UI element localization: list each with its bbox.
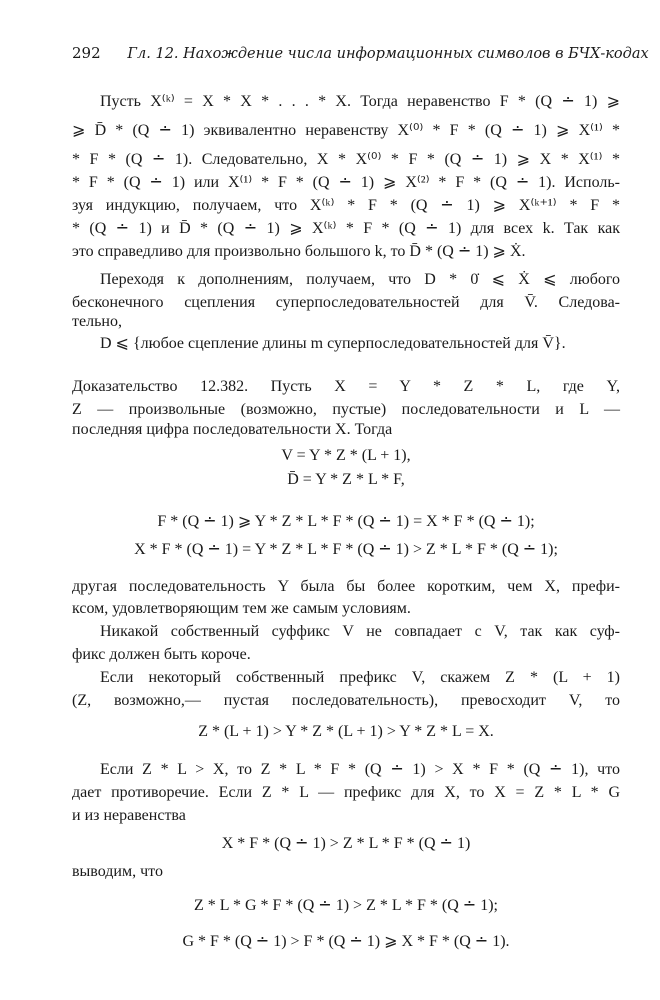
text-line: * F * (Q ∸ 1) или X⁽¹⁾ * F * (Q ∸ 1) ⩾ X⁽²⁾ * F * (Q ∸ 1). Исполь- [72, 174, 620, 191]
text-line: бесконечного сцепления суперпоследовательностей для V̄. Следова- [72, 294, 620, 311]
text-line: Если Z * L > X, то Z * L * F * (Q ∸ 1) > X * F * (Q ∸ 1), что [100, 761, 620, 778]
text-line: выводим, что [72, 863, 163, 880]
text-line: Пусть X⁽ᵏ⁾ = X * X * . . . * X. Тогда неравенство F * (Q ∸ 1) ⩾ [100, 93, 620, 110]
page-number: 292 [72, 44, 101, 62]
formula-line: G * F * (Q ∸ 1) > F * (Q ∸ 1) ⩾ X * F * (Q ∸ 1). [182, 933, 510, 950]
text-line: Z — произвольные (возможно, пустые) последовательности и L — [72, 401, 620, 418]
text-line: последняя цифра последовательности X. Тогда [72, 421, 393, 438]
text-line: * F * (Q ∸ 1). Следовательно, X * X⁽⁰⁾ * F * (Q ∸ 1) ⩾ X * X⁽¹⁾ * [72, 151, 620, 168]
formula-line: X * F * (Q ∸ 1) = Y * Z * L * F * (Q ∸ 1) > Z * L * F * (Q ∸ 1); [134, 541, 558, 558]
text-line: D ⩽ {любое сцепление длины m суперпоследовательностей для V̄}. [100, 335, 566, 352]
proof-heading-line: Доказательство 12.382. Пусть X = Y * Z * L, где Y, [72, 378, 620, 395]
formula-line: X * F * (Q ∸ 1) > Z * L * F * (Q ∸ 1) [221, 835, 471, 852]
text-line: ⩾ D̄ * (Q ∸ 1) эквивалентно неравенству X⁽⁰⁾ * F * (Q ∸ 1) ⩾ X⁽¹⁾ * [72, 122, 620, 139]
text-line: зуя индукцию, получаем, что X⁽ᵏ⁾ * F * (Q ∸ 1) ⩾ X⁽ᵏ⁺¹⁾ * F * [72, 197, 620, 214]
formula-line: V = Y * Z * (L + 1), [281, 447, 411, 464]
text-line: (Z, возможно,— пустая последовательность), превосходит V, то [72, 692, 620, 709]
text-line: это справедливо для произвольно большого k, то D̄ * (Q ∸ 1) ⩾ Ẋ. [72, 243, 526, 260]
text-line: Никакой собственный суффикс V не совпадает с V, так как суф- [100, 623, 620, 640]
page-header [72, 44, 649, 62]
text-line: Переходя к дополнениям, получаем, что D * 0̇ ⩽ Ẋ ⩽ любого [100, 271, 620, 288]
text-line: фикс должен быть короче. [72, 646, 251, 663]
text-line: ксом, удовлетворяющим тем же самым условиям. [72, 600, 411, 617]
text-line: и из неравенства [72, 807, 186, 824]
formula-line: D̄ = Y * Z * L * F, [287, 471, 405, 488]
text-line: * (Q ∸ 1) и D̄ * (Q ∸ 1) ⩾ X⁽ᵏ⁾ * F * (Q ∸ 1) для всех k. Так как [72, 220, 620, 237]
text-line: другая последовательность Y была бы более коротким, чем X, префи- [72, 578, 620, 595]
text-line: дает противоречие. Если Z * L — префикс для X, то X = Z * L * G [72, 784, 620, 801]
text-line: тельно, [72, 313, 122, 330]
running-title: Гл. 12. Нахождение числа информационных символов в БЧХ-кодах [127, 46, 649, 62]
formula-line: Z * L * G * F * (Q ∸ 1) > Z * L * F * (Q ∸ 1); [194, 897, 498, 914]
formula-line: Z * (L + 1) > Y * Z * (L + 1) > Y * Z * L = X. [198, 723, 494, 740]
text-line: Если некоторый собственный префикс V, скажем Z * (L + 1) [100, 669, 620, 686]
formula-line: F * (Q ∸ 1) ⩾ Y * Z * L * F * (Q ∸ 1) = X * F * (Q ∸ 1); [157, 513, 535, 530]
